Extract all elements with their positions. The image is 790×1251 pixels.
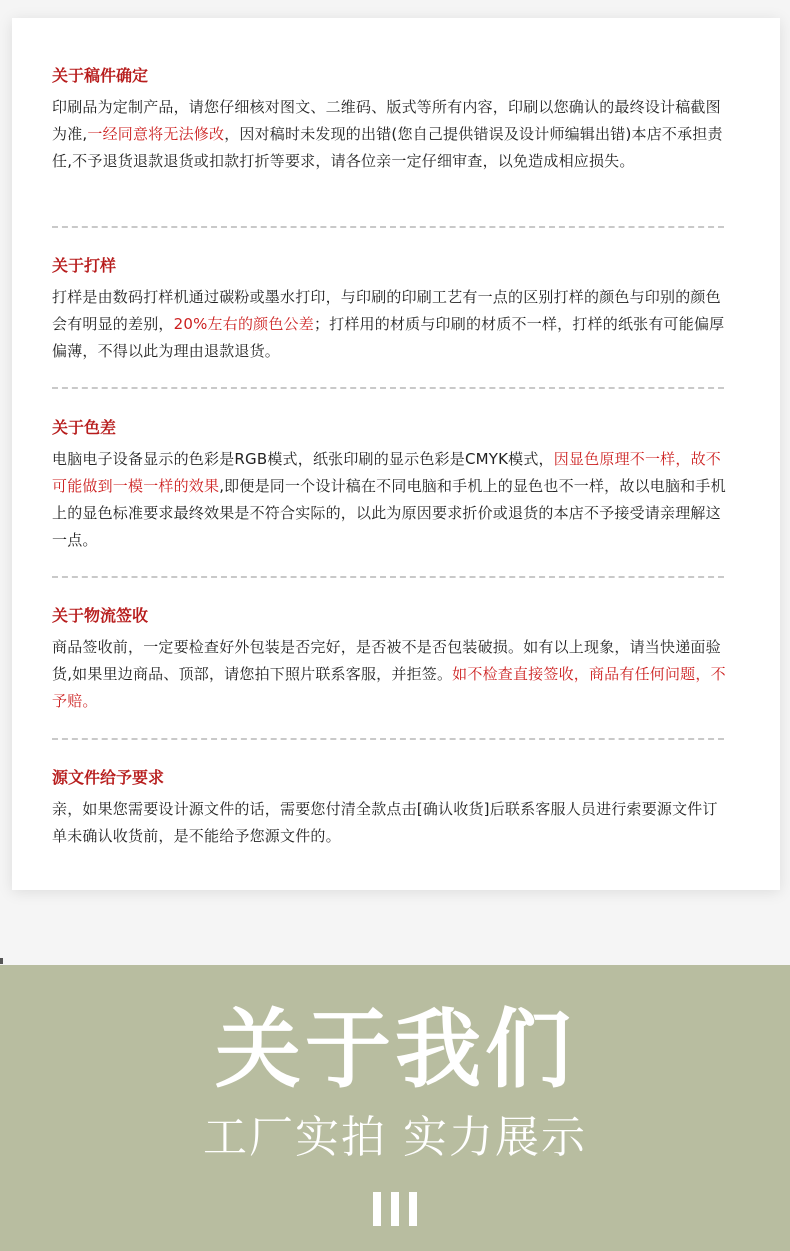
- section-source-files: [52, 768, 732, 850]
- dashed-divider: [52, 576, 724, 578]
- section-heading: 源文件给予要求: [52, 768, 165, 787]
- highlight-text: 如不检查直接签收，商品有任何问题，不予赔。: [52, 665, 726, 710]
- bars-icon: [373, 1192, 417, 1226]
- dashed-divider: [52, 738, 724, 740]
- section-logistics: [52, 606, 732, 715]
- section-draft-confirm: [52, 66, 732, 175]
- banner-title: 关于我们: [215, 1000, 575, 1100]
- text-part: 电脑电子设备显示的色彩是RGB模式，纸张印刷的显示色彩是CMYK模式，: [52, 450, 554, 468]
- section-text: [52, 796, 732, 850]
- banner-subtitle: 工厂实拍 实力展示: [203, 1112, 587, 1163]
- section-heading: 关于物流签收: [52, 606, 149, 625]
- section-proofing: [52, 256, 732, 365]
- section-heading: 关于稿件确定: [52, 66, 149, 85]
- section-heading: 关于色差: [52, 418, 117, 437]
- text-part: ，因对稿时未发现的出错(您自己提供错误及设计师编辑出错)本店不承担责任,不予退货退款退货或扣款打折等要求，请各位亲一定仔细审查，以免造成相应损失。: [52, 125, 723, 170]
- section-text: [52, 94, 732, 175]
- edge-mark: [0, 958, 3, 964]
- text-part: 亲，如果您需要设计源文件的话，需要您付清全款点击[确认收货]后联系客服人员进行索要源文件订单未确认收货前，是不能给予您源文件的。: [52, 800, 718, 845]
- section-text: [52, 284, 732, 365]
- highlight-text: 20%左右的颜色公差: [173, 315, 314, 333]
- text-part: 商品签收前，一定要检查好外包装是否完好，是否被不是否包装破损。如有以上现象，请当快递面验货,如果里边商品、顶部，请您拍下照片联系客服，并拒签。: [52, 638, 721, 683]
- highlight-text: 因显色原理不一样，故不可能做到一模一样的效果: [52, 450, 721, 495]
- section-text: [52, 446, 732, 554]
- text-part: 印刷品为定制产品，请您仔细核对图文、二维码、版式等所有内容，印刷以您确认的最终设计稿截图为准,: [52, 98, 721, 143]
- highlight-text: 一经同意将无法修改: [87, 125, 225, 143]
- text-part: ,即便是同一个设计稿在不同电脑和手机上的显色也不一样，故以电脑和手机上的显色标准要求最终效果是不符合实际的，以此为原因要求折价或退货的本店不予接受请亲理解这一点。: [52, 477, 726, 549]
- text-part: 打样是由数码打样机通过碳粉或墨水打印，与印刷的印刷工艺有一点的区别打样的颜色与印别的颜色会有明显的差别，: [52, 288, 721, 333]
- dashed-divider: [52, 387, 724, 389]
- section-color-difference: [52, 418, 732, 554]
- text-part: ；打样用的材质与印刷的材质不一样，打样的纸张有可能偏厚偏薄，不得以此为理由退款退货。: [52, 315, 725, 360]
- section-text: [52, 634, 732, 715]
- section-heading: 关于打样: [52, 256, 117, 275]
- dashed-divider: [52, 226, 724, 228]
